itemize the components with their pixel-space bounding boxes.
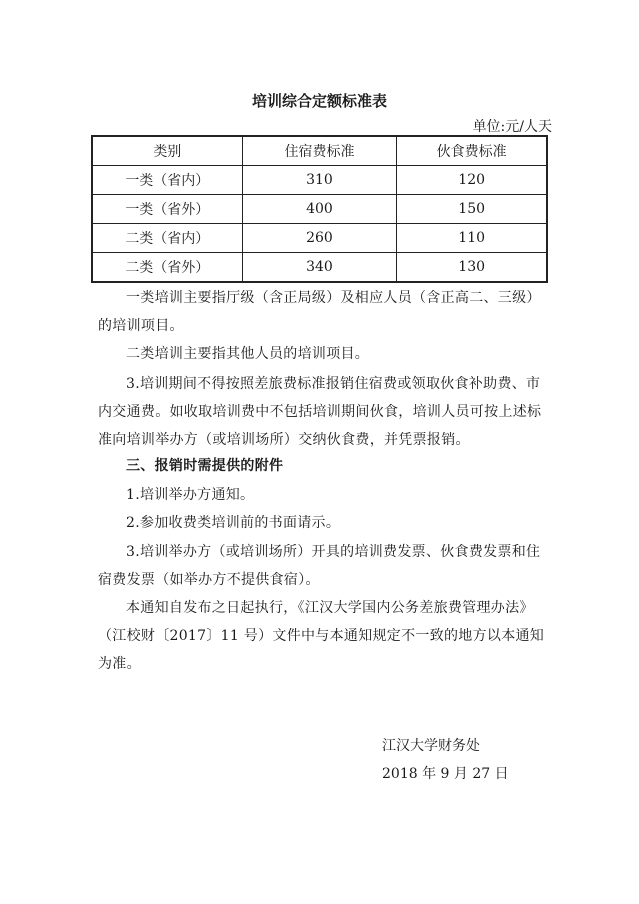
- section-heading: 三、报销时需提供的附件: [126, 458, 284, 474]
- signature-org: 江汉大学财务处: [382, 738, 480, 754]
- lodging-cell: 310: [242, 166, 397, 195]
- attachment-item-3: 3.培训举办方（或培训场所）开具的培训费发票、伙食费发票和住宿费发票（如举办方不提供食宿）。: [98, 544, 541, 588]
- column-header-lodging: 住宿费标准: [242, 136, 397, 166]
- meals-cell: 150: [397, 195, 547, 224]
- lodging-cell: 400: [242, 195, 397, 224]
- meals-cell: 110: [397, 224, 547, 253]
- lodging-cell: 260: [242, 224, 397, 253]
- attachment-item-1: 1.培训举办方通知。: [126, 487, 255, 503]
- category-cell: 一类（省内）: [92, 166, 242, 195]
- note-class-2: 二类培训主要指其他人员的培训项目。: [126, 346, 370, 362]
- table-row: [92, 166, 547, 195]
- column-header-category: 类别: [92, 136, 242, 166]
- lodging-cell: 340: [242, 253, 397, 283]
- category-cell: 二类（省外）: [92, 253, 242, 283]
- closing-paragraph: 本通知自发布之日起执行，《江汉大学国内公务差旅费管理办法》（江校财〔2017〕11 号）文件中与本通知规定不一致的地方以本通知为准。: [98, 600, 545, 672]
- rates-table: [91, 135, 548, 283]
- note-class-1: 一类培训主要指厅级（含正局级）及相应人员（含正高二、三级）的培训项目。: [98, 290, 541, 334]
- signature-date: 2018 年 9 月 27 日: [382, 766, 509, 782]
- unit-label: 单位:元/人天: [472, 119, 552, 135]
- attachment-item-2: 2.参加收费类培训前的书面请示。: [126, 515, 341, 531]
- table-row: [92, 224, 547, 253]
- table-header-row: [92, 136, 547, 166]
- table-row: [92, 253, 547, 283]
- note-item-3: 3.培训期间不得按照差旅费标准报销住宿费或领取伙食补助费、市内交通费。如收取培训费中不包括培训期间伙食，培训人员可按上述标准向培训举办方（或培训场所）交纳伙食费，并凭票报销。: [98, 376, 542, 448]
- category-cell: 一类（省外）: [92, 195, 242, 224]
- column-header-meals: 伙食费标准: [397, 136, 547, 166]
- table-row: [92, 195, 547, 224]
- meals-cell: 120: [397, 166, 547, 195]
- meals-cell: 130: [397, 253, 547, 283]
- category-cell: 二类（省内）: [92, 224, 242, 253]
- table-title: 培训综合定额标准表: [251, 92, 387, 110]
